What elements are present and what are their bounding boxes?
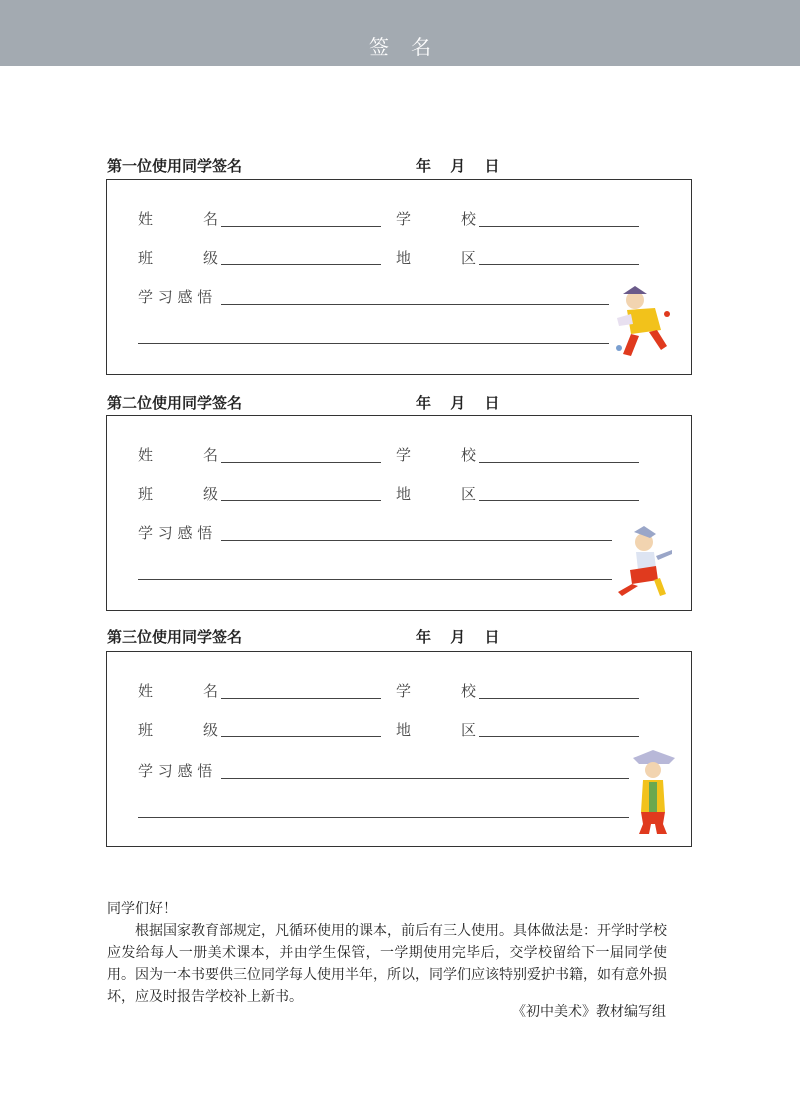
section-1-heading: 第一位使用同学签名	[107, 157, 243, 175]
class-field[interactable]	[221, 500, 381, 501]
reflection-field-line-2[interactable]	[138, 343, 609, 344]
name-label-a: 姓	[138, 210, 154, 228]
name-field[interactable]	[221, 226, 381, 227]
school-label-a: 学	[396, 446, 412, 464]
region-label-b: 区	[461, 485, 477, 503]
class-label-a: 班	[138, 485, 154, 503]
name-label-a: 姓	[138, 446, 154, 464]
day-label: 日	[484, 628, 500, 646]
region-field[interactable]	[479, 500, 639, 501]
signature-card-1	[106, 179, 692, 375]
name-field[interactable]	[221, 462, 381, 463]
class-label-b: 级	[203, 249, 219, 267]
school-field[interactable]	[479, 226, 639, 227]
cartoon-figure-icon	[609, 284, 677, 364]
notice-body: 根据国家教育部规定，凡循环使用的课本，前后有三人使用。具体做法是：开学时学校应发给每人一册美术课本，并由学生保管，一学期使用完毕后，交学校留给下一届同学使用。因为一本书要供三位同学每人使用半年，所以，同学们应该特别爱护书籍，如有意外损坏，应及时报告学校补上新书。	[107, 923, 667, 1005]
reflection-label: 学 习 感 悟	[138, 762, 213, 780]
region-label-b: 区	[461, 721, 477, 739]
signature-card-2	[106, 415, 692, 611]
year-label: 年	[416, 157, 432, 175]
region-field[interactable]	[479, 264, 639, 265]
signature-card-3	[106, 651, 692, 847]
section-1-date	[416, 157, 500, 175]
cartoon-figure-icon	[610, 526, 678, 600]
year-label: 年	[416, 628, 432, 646]
section-2-heading: 第二位使用同学签名	[107, 394, 243, 412]
region-label-a: 地	[396, 485, 412, 503]
class-label-a: 班	[138, 249, 154, 267]
region-label-b: 区	[461, 249, 477, 267]
school-label-a: 学	[396, 210, 412, 228]
school-field[interactable]	[479, 462, 639, 463]
class-label-b: 级	[203, 485, 219, 503]
school-label-b: 校	[461, 682, 477, 700]
school-label-a: 学	[396, 682, 412, 700]
reflection-field-line-1[interactable]	[221, 778, 629, 779]
school-field[interactable]	[479, 698, 639, 699]
reflection-label: 学 习 感 悟	[138, 524, 213, 542]
reflection-field-line-1[interactable]	[221, 540, 612, 541]
school-label-b: 校	[461, 210, 477, 228]
school-label-b: 校	[461, 446, 477, 464]
section-2-date	[416, 394, 500, 412]
page-title: 签名	[369, 35, 453, 59]
notice-text	[107, 898, 667, 1008]
month-label: 月	[450, 157, 466, 175]
year-label: 年	[416, 394, 432, 412]
region-field[interactable]	[479, 736, 639, 737]
name-field[interactable]	[221, 698, 381, 699]
section-3-heading: 第三位使用同学签名	[107, 628, 243, 646]
reflection-field-line-2[interactable]	[138, 817, 629, 818]
class-label-b: 级	[203, 721, 219, 739]
name-label-a: 姓	[138, 682, 154, 700]
notice-signature: 《初中美术》教材编写组	[512, 1004, 666, 1020]
name-label-b: 名	[203, 210, 219, 228]
name-label-b: 名	[203, 682, 219, 700]
region-label-a: 地	[396, 249, 412, 267]
reflection-field-line-2[interactable]	[138, 579, 612, 580]
day-label: 日	[484, 157, 500, 175]
region-label-a: 地	[396, 721, 412, 739]
class-field[interactable]	[221, 736, 381, 737]
month-label: 月	[450, 394, 466, 412]
class-label-a: 班	[138, 721, 154, 739]
section-3-date	[416, 628, 500, 646]
day-label: 日	[484, 394, 500, 412]
cartoon-figure-icon	[625, 750, 681, 836]
reflection-label: 学 习 感 悟	[138, 288, 213, 306]
notice-greeting: 同学们好！	[107, 901, 177, 917]
name-label-b: 名	[203, 446, 219, 464]
month-label: 月	[450, 628, 466, 646]
reflection-field-line-1[interactable]	[221, 304, 609, 305]
class-field[interactable]	[221, 264, 381, 265]
